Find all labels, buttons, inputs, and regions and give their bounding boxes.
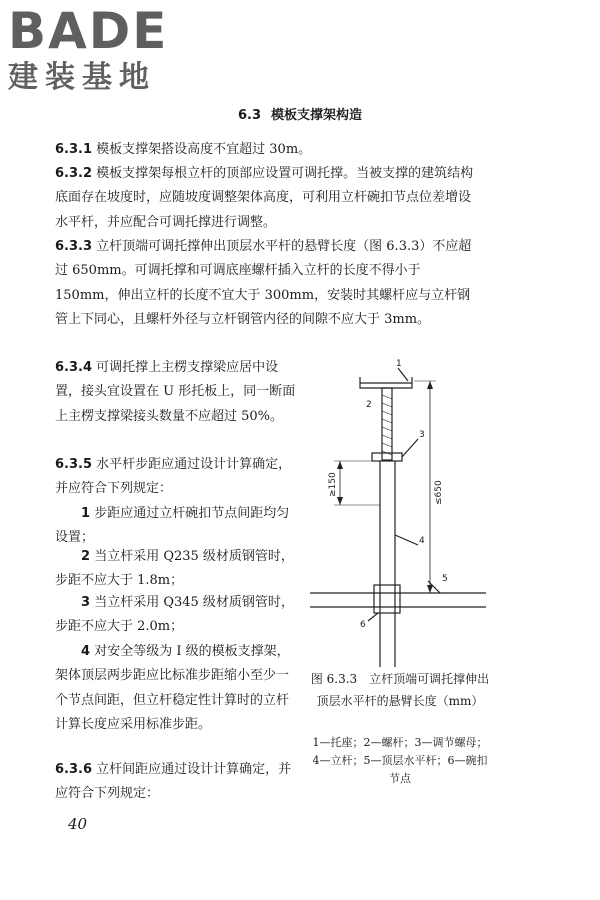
item-number: 2 (81, 549, 91, 564)
item-text: 对安全等级为 Ⅰ 级的模板支撑架，架体顶层两步距应比标准步距缩小至少一个节点间距，但立杆稳定性计算时的立杆计算长度应采用标准步距。 (55, 644, 290, 732)
section-title: 模板支撑架构造 (271, 108, 363, 123)
item-6-3-5-3 (55, 591, 301, 640)
clause-6-3-5 (55, 453, 301, 502)
clause-number: 6.3.3 (55, 239, 93, 254)
clause-number: 6.3.2 (55, 166, 93, 181)
item-text: 当立杆采用 Q345 级材质钢管时，步距不应大于 2.0m； (55, 595, 294, 635)
figure-6-3-3 (300, 355, 490, 685)
label-3: 3 (419, 430, 425, 440)
section-heading (0, 104, 600, 123)
clause-text: 模板支撑架每根立杆的顶部应设置可调托撑。当被支撑的建筑结构底面存在坡度时，应随坡度调整架体高度，可利用立杆碗扣节点位差增设水平杆，并应配合可调托撑进行调整。 (55, 166, 474, 230)
item-6-3-5-4 (55, 640, 301, 737)
figure-caption: 图 6.3.3 立杆顶端可调托撑伸出顶层水平杆的悬臂长度（mm） (310, 672, 490, 708)
label-6: 6 (360, 620, 366, 630)
figure-legend: 1—托座；2—螺杆；3—调节螺母；4—立杆；5—顶层水平杆；6—碗扣节点 (312, 736, 488, 785)
screw-rod (382, 388, 392, 460)
logo-subtitle: 建装基地 (8, 60, 156, 95)
clause-text: 水平杆步距应通过设计计算确定，并应符合下列规定： (55, 457, 292, 497)
clause-6-3-1 (55, 138, 480, 162)
item-number: 1 (81, 506, 91, 521)
clause-number: 6.3.5 (55, 457, 93, 472)
item-text: 当立杆采用 Q235 级材质钢管时，步距不应大于 1.8m； (55, 549, 294, 589)
clause-6-3-2 (55, 162, 480, 235)
label-1: 1 (396, 359, 402, 369)
item-number: 4 (81, 644, 91, 659)
clause-6-3-4 (55, 356, 301, 429)
section-number: 6.3 (237, 108, 261, 123)
clause-text: 模板支撑架搭设高度不宜超过 30m。 (96, 142, 312, 157)
publisher-logo (8, 2, 169, 95)
dimension-650: ≤650 (434, 480, 444, 505)
clause-number: 6.3.6 (55, 762, 93, 777)
label-2: 2 (366, 400, 372, 410)
item-text: 步距应通过立杆碗扣节点间距均匀设置； (55, 506, 290, 546)
bowl-coupler-node (374, 585, 400, 613)
dimension-150: ≥150 (328, 472, 338, 497)
logo-brand: BADE (8, 2, 169, 60)
label-4: 4 (419, 536, 425, 546)
page-number: 40 (68, 815, 88, 833)
clause-number: 6.3.4 (55, 360, 93, 375)
item-6-3-5-1 (55, 502, 301, 551)
clause-6-3-6 (55, 758, 301, 807)
clause-number: 6.3.1 (55, 142, 93, 157)
clause-text: 立杆间距应通过设计计算确定，并应符合下列规定： (55, 762, 292, 802)
clause-text: 立杆顶端可调托撑伸出顶层水平杆的悬臂长度（图 6.3.3）不应超过 650mm。可调托撑和可调底座螺杆插入立杆的长度不得小于 150mm，伸出立杆的长度不宜大于 300mm，安装时其螺杆应与立杆钢管上下同心，且螺杆外径与立杆钢管内径的间隙不应大于 3mm。 (55, 239, 472, 327)
item-6-3-5-2 (55, 545, 301, 594)
clause-text: 可调托撑上主楞支撑梁应居中设置，接头宜设置在 U 形托板上，同一断面上主楞支撑梁接头数量不应超过 50%。 (55, 360, 296, 424)
support-diagram (300, 355, 490, 685)
clause-6-3-3 (55, 235, 480, 332)
item-number: 3 (81, 595, 91, 610)
label-5: 5 (442, 574, 448, 584)
